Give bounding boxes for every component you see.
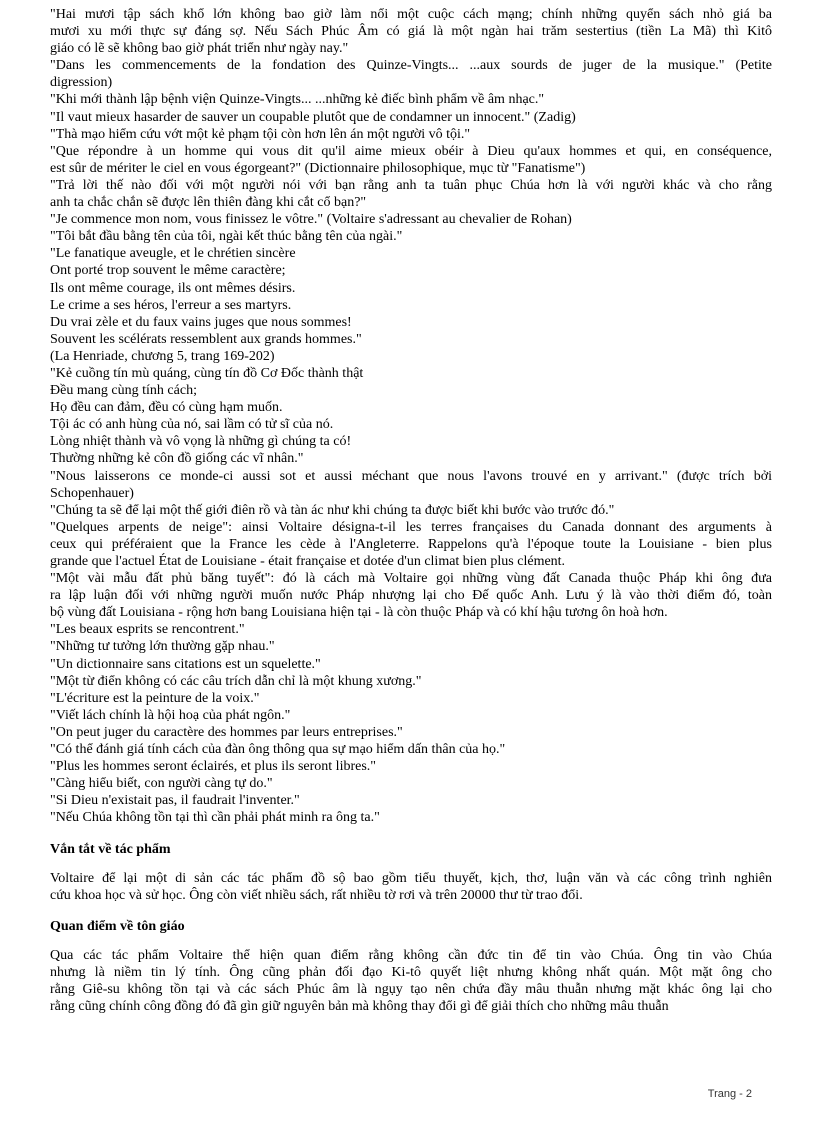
section-paragraph-works [50,870,772,904]
quote-line: "Chúng ta sẽ để lại một thế giới điên rồ và tàn ác như khi chúng ta được biết khi bước vào trước đó." [50,502,615,518]
section-heading-religion: Quan điểm về tôn giáo [50,918,185,934]
quote-line: ra lập luận đối với những người muốn nước Pháp nhượng lại cho Đế quốc Anh. Lưu ý là vào thời điểm đó, toàn [50,588,772,604]
quote-line: "Je commence mon nom, vous finissez le vôtre." (Voltaire s'adressant au chevalier de Rohan) [50,212,572,228]
quote-line: "Les beaux esprits se rencontrent." [50,622,245,638]
quote-line: Đều mang cùng tính cách; [50,383,197,399]
quote-line: "Kẻ cuồng tín mù quáng, cùng tín đồ Cơ Đốc thành thật [50,365,364,381]
paragraph-line: nhưng là niềm tin lý tính. Ông cũng phản đối đạo Ki-tô quyết liệt nhưng không nhất quán. Một mặt ông cho [50,964,772,980]
quote-line: ceux qui préféraient que la France les cède à l'Angleterre. Rappelons qu'à l'époque toute la Louisiane - bien plus [50,536,772,552]
quote-line: "Le fanatique aveugle, et le chrétien sincère [50,246,296,262]
quote-line: "Plus les hommes seront éclairés, et plus ils seront libres." [50,759,376,775]
quote-line: "Những tư tưởng lớn thường gặp nhau." [50,639,275,655]
quote-line: "On peut juger du caractère des hommes par leurs entreprises." [50,724,403,740]
quote-line: Le crime a ses héros, l'erreur a ses martyrs. [50,297,292,313]
document-page [50,6,772,1015]
quote-line: digression) [50,75,113,91]
quote-line: "Nous laisserons ce monde-ci aussi sot et aussi méchant que nous l'avons trouvé en y arrivant." (được trích bởi [50,468,772,484]
quote-line: "Quelques arpents de neige": ainsi Voltaire désigna-t-il les terres françaises du Canada donnant des arguments à [50,519,772,535]
quote-line: "Một từ điển không có các câu trích dẫn chỉ là một khung xương." [50,673,422,689]
quote-line: "Dans les commencements de la fondation des Quinze-Vingts... ...aux sourds de juger de la musique." (Petite [50,58,772,74]
quote-line: "Viết lách chính là hội hoạ của phát ngôn." [50,707,291,723]
quote-line: "Hai mươi tập sách khổ lớn không bao giờ làm nổi một cuộc cách mạng; chính những quyển sách nhỏ giá ba [50,7,772,22]
quote-line: Schopenhauer) [50,485,134,501]
paragraph-line: rằng Giê-su không tồn tại và các sách Phúc âm là ngụy tạo nên chứa đầy mâu thuẫn nhưng mặt khác ông lại cho [50,981,772,997]
quote-list [50,6,772,827]
quote-line: Tội ác có anh hùng của nó, sai lầm có tử sĩ của nó. [50,417,334,433]
paragraph-line: cứu khoa học và sử học. Ông còn viết nhiều sách, rất nhiều tờ rơi và trên 20000 thư từ trao đổi. [50,887,583,903]
quote-line: giáo có lẽ sẽ không bao giờ phát triển như ngày nay." [50,41,349,57]
section-paragraph-religion [50,947,772,1015]
quote-line: Thường những kẻ côn đồ giống các vĩ nhân." [50,451,304,467]
quote-line: "Có thể đánh giá tính cách của đàn ông thông qua sự mạo hiểm dấn thân của họ." [50,742,506,758]
quote-line: "Càng hiểu biết, con người càng tự do." [50,776,273,792]
quote-line: Ont porté trop souvent le même caractère; [50,263,286,279]
quote-line: "Nếu Chúa không tồn tại thì cần phải phát minh ra ông ta." [50,810,380,826]
quote-line: "Que répondre à un homme qui vous dit qu'il aime mieux obéir à Dieu qu'aux hommes et qui, en conséquence, [50,143,772,159]
quote-line: grande que l'actuel État de Louisiane - était française et dotée d'un climat bien plus clément. [50,554,566,569]
section-heading-works: Vắn tắt về tác phẩm [50,841,171,857]
quote-line: Họ đều can đảm, đều có cùng hạm muốn. [50,400,283,416]
quote-line: "Tôi bắt đầu bằng tên của tôi, ngài kết thúc bằng tên của ngài." [50,229,403,245]
paragraph-line: rằng cũng chính công đồng đó đã gìn giữ nguyên bản mà không thay đổi gì để giải thích cho những mâu thuẫn [50,998,669,1014]
quote-line: est sûr de mériter le ciel en vous égorgeant?" (Dictionnaire philosophique, mục từ "Fanatisme") [50,160,586,176]
page-number: Trang - 2 [707,1088,752,1100]
paragraph-line: Qua các tác phẩm Voltaire thể hiện quan điểm rằng không cần đức tin để tin vào Chúa. Ông tin vào Chúa [50,947,772,963]
quote-line: "Một vài mẫu đất phủ băng tuyết": đó là cách mà Voltaire gọi những vùng đất Canada thuộc Pháp khi ông đưa [50,571,772,587]
quote-line: "Un dictionnaire sans citations est un squelette." [50,656,321,672]
paragraph-line: Voltaire để lại một di sản các tác phẩm đồ sộ bao gồm tiểu thuyết, kịch, thơ, luận văn và các công trình nghiên [50,870,772,886]
quote-line: bộ vùng đất Louisiana - rộng hơn bang Louisiana hiện tại - là còn thuộc Pháp và có khí hậu tương ôn hoà hơn. [50,605,668,621]
quote-line: "Il vaut mieux hasarder de sauver un coupable plutôt que de condamner un innocent." (Zadig) [50,109,576,125]
quote-line: Souvent les scélérats ressemblent aux grands hommes." [50,331,362,347]
quote-line: "Khi mới thành lập bệnh viện Quinze-Vingts... ...những kẻ điếc bình phẩm về âm nhạc." [50,92,545,108]
quote-line: Du vrai zèle et du faux vains juges que nous sommes! [50,314,352,330]
quote-line: "Thà mạo hiểm cứu vớt một kẻ phạm tội còn hơn lên án một người vô tội." [50,126,471,142]
quote-line: Lòng nhiệt thành và vô vọng là những gì chúng ta có! [50,434,352,450]
quote-line: "Si Dieu n'existait pas, il faudrait l'inventer." [50,793,300,809]
quote-line: (La Henriade, chương 5, trang 169-202) [50,348,275,364]
quote-line: "Trả lời thế nào đối với một người nói với bạn rằng anh ta tuân phục Chúa hơn là với người khác và cho rằng [50,177,772,193]
quote-line: mươi xu mới thực sự đáng sợ. Nếu Sách Phúc Âm có giá là một ngàn hai trăm sestertius (tiền La Mã) thì Kitô [50,24,772,40]
quote-line: "L'écriture est la peinture de la voix." [50,690,260,706]
quote-line: anh ta chắc chắn sẽ được lên thiên đàng khi cắt cổ bạn?" [50,195,367,211]
quote-line: Ils ont même courage, ils ont mêmes désirs. [50,280,296,296]
